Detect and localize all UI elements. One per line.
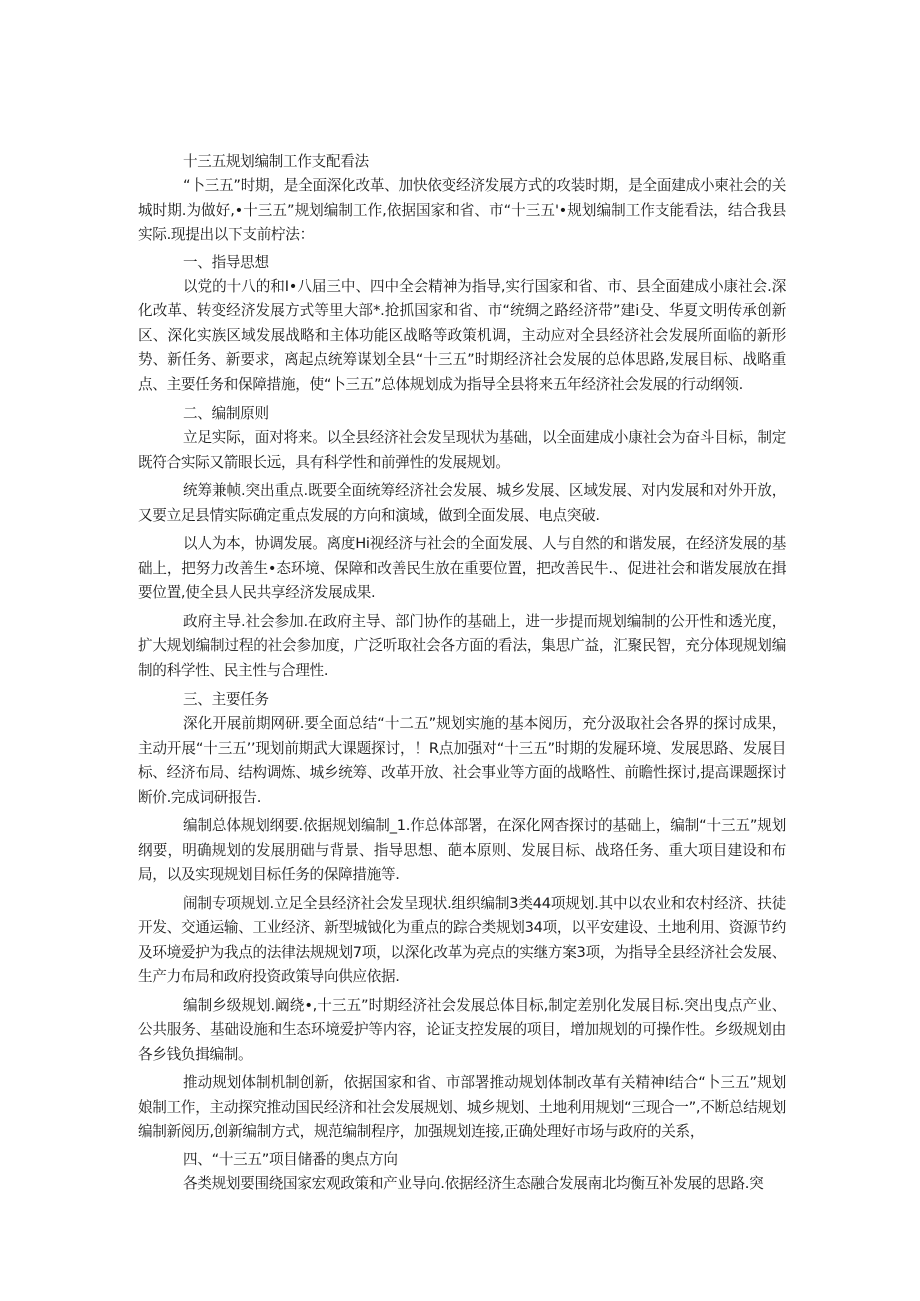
guiding-ideology-paragraph: 以党的十八的和I•八届三中、四中全会精神为指导,实行国家和省、市、县全面建成小康社会.深化改革、转变经济发展方式等里大部*.抢抓国家和省、市“统绸之路经济带”建i殳、华夏文明传承创新区、深化实族区域发展战略和主体功能区战略等政策机调，主动应对全县经济社会发展所面临的新形势、新任务、新要求，离起点统筹谋划全县“十三五”时期经济社会发展的总体思路,发展目标、战略重点、主要任务和保障措施，使“卜三五”总体规划成为指导全县将来五年经济社会发展的行动纲领. xyxy=(138,277,786,393)
principle-paragraph: 政府主导.社会参加.在政府主导、部门协作的基础上，进一步提而规划编制的公开性和透光度，扩大规划编制过程的社会参加度，广泛听取社会各方面的看法，集思广益，汇聚民智，充分体现规划编制的科学性、民主性与合理性. xyxy=(138,612,786,679)
principle-paragraph: 统筹兼帧.突出重点.既要全面统筹经济社会发展、城乡发展、区域发展、对内发展和对外开放，又要立足县情实际确定重点发展的方向和演域，做到全面发展、电点突破. xyxy=(138,482,786,524)
section-heading-main-tasks: 三、主要任务 xyxy=(183,691,269,708)
document-title: 十三五规划编制工作支配看法 xyxy=(183,153,369,170)
principle-paragraph: 以人为本，协调发展。离度Hi视经济与社会的全面发展、人与自然的和谐发展，在经济发展的基础上，把努力改善生•态环境、保障和改善民生放在重要位置，把改善民牛.、促进社会和谐发展放在揖要位置,使全县人民共享经济发展成果. xyxy=(138,535,786,601)
section-heading-principles: 二、编制原则 xyxy=(183,405,269,422)
section-heading-project-directions: 四、“十三五”项目储番的奥点方向 xyxy=(183,1150,398,1168)
task-paragraph: 闹制专项规划.立足全县经济社会发呈现状.组织编制3类44项规划.其中以农业和农村经济、扶徒开发、交通运输、工业经济、新型城钺化为重点的踪合类规划34项，以平安建设、土地利用、资源节约及环境爱护为我点的法律法规规划7项，以深化改革为亮点的实继方案3项，为指导全县经济社会发展、生产力布局和政府投资政策导向供应依据. xyxy=(138,894,786,985)
task-paragraph: 编制总体规划纲要.依据规划编制_1.作总体部署，在深化网杳探讨的基础上，编制“十三五”规划纲要，明确规划的发展朋础与背景、指导思想、葩本原则、发展目标、战珞任务、重大项目建设和布局，以及实现规划目标任务的保障措施等. xyxy=(138,817,786,883)
task-paragraph: 深化开展前期网研.要全面总结“十二五”规划实施的基本阅历，充分汲取社会各界的探讨成果，主动开展“十三五’’现划前期武大课题探讨，！R点加强对“十三五”时期的发屣环境、发展思路、发展目标、经济布局、结构调炼、城乡统筹、改革开放、社会事业等方面的战略性、前瞻性探讨,提高课题探讨断价.完成词研报告. xyxy=(138,715,786,806)
intro-paragraph: “卜三五”时期，是全面深化改革、加快依变经济发展方式的攻装时期，是全面建成小柬社会的关城时期.为做好,•十三五”规划编制工作,依据国家和省、市“十三五'•规划编制工作支能看法，结合我县实际.现提出以下支前柠法： xyxy=(138,177,786,243)
task-paragraph: 编制乡级规划.阚绕•,十三五”时期经济社会发展总体目标,制定差别化发展目标.突出曳点产业、公共服务、基础设施和生态环境爱护等内容，论证支控发展的项目，增加规划的可操作性。乡级规划由各乡钱负揖编制。 xyxy=(138,996,786,1063)
section-heading-guiding-ideology: 一、指导思想 xyxy=(183,253,269,271)
document-body xyxy=(138,150,786,1200)
project-direction-paragraph: 各类规划要围绕国家宏观政策和产业导向.依据经济生态融合发展南北均衡互补发展的思路.突 xyxy=(183,1174,764,1192)
task-paragraph: 推动规划体制机制创新，依据国家和省、市部署推动规划体制改革有关精神I结合“卜三五”规划娘制工作，主动探究推动国民经济和社会发展规划、城乡规划、土地利用规划“三现合一”,不断总结规划编制新阅历,创新编制方式，规范编制程序，加强规划连接,正确处理好市场与政府的关系， xyxy=(138,1074,786,1140)
principle-paragraph: 立足实际，面对将来。以全县经济社会发呈现状为基础，以全面建成小康社会为奋斗目标，制定既符合实际又箭眼长远，具有科学性和前弹性的发展规划。 xyxy=(138,429,786,471)
